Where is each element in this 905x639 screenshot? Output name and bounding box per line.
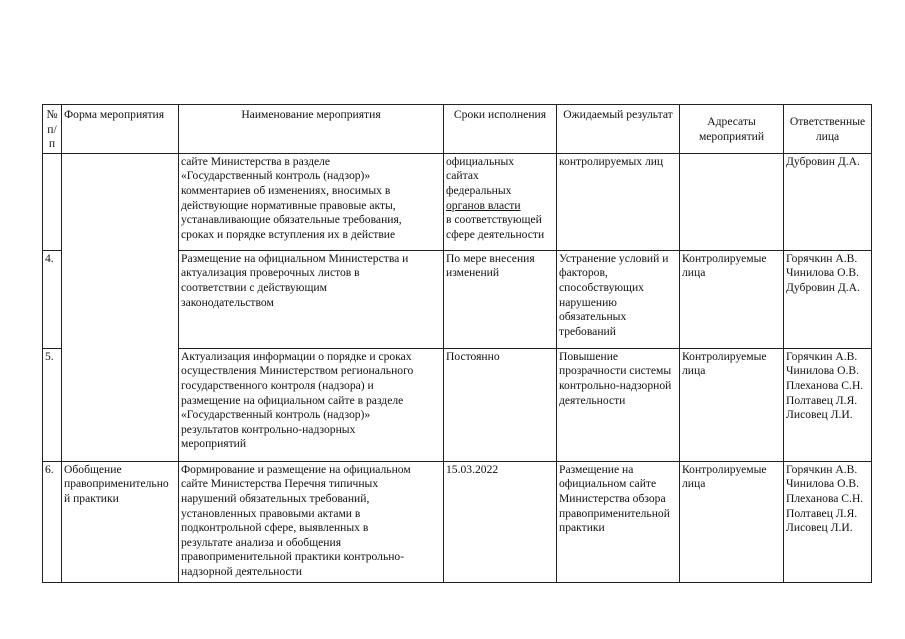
activities-table — [42, 104, 872, 583]
table-row — [43, 153, 872, 250]
cell-line: федеральных — [446, 183, 512, 197]
cell-num: 6. — [43, 461, 62, 582]
cell-result — [557, 250, 680, 348]
cell-line: Полтавец Л.Я. — [786, 393, 858, 407]
cell-line: Контролируемые — [682, 462, 767, 476]
cell-line: сайте Министерства в разделе — [181, 154, 331, 168]
cell-line: законодательством — [181, 295, 274, 309]
cell-line: Министерства обзора — [559, 491, 666, 505]
cell-line: «Государственный контроль (надзор)» — [181, 408, 371, 422]
cell-responsible — [784, 348, 872, 461]
cell-line: Лисовец Л.И. — [786, 408, 853, 422]
cell-line: соответствии с действующим — [181, 280, 327, 294]
cell-line: сроках и порядке вступления их в действие — [181, 227, 396, 241]
cell-addressees — [680, 461, 784, 582]
cell-line: 15.03.2022 — [446, 462, 499, 476]
cell-line: «Государственный контроль (надзор)» — [181, 169, 371, 183]
cell-line: способствующих — [559, 280, 644, 294]
cell-num: 4. — [43, 250, 62, 348]
cell-line: результатов контрольно-надзорных — [181, 422, 356, 436]
cell-term — [444, 461, 557, 582]
header-num: № п/п — [43, 105, 62, 154]
cell-line: Плеханова С.Н. — [786, 378, 864, 392]
cell-line: изменений — [446, 266, 500, 280]
cell-result — [557, 348, 680, 461]
cell-line: Контролируемые — [682, 349, 767, 363]
cell-name — [179, 348, 444, 461]
cell-num — [43, 153, 62, 250]
cell-line: Обобщение — [64, 462, 122, 476]
cell-line: установленных правовыми актами в — [181, 506, 361, 520]
cell-line: Чинилова О.В. — [786, 364, 859, 378]
cell-line: Формирование и размещение на официальном — [181, 462, 411, 476]
header-result: Ожидаемый результат — [557, 105, 680, 154]
cell-line: Контролируемые — [682, 251, 767, 265]
cell-line: нарушению — [559, 295, 617, 309]
header-term: Сроки исполнения — [444, 105, 557, 154]
cell-line: официальных — [446, 154, 515, 168]
cell-line: сайтах — [446, 169, 479, 183]
cell-addressees — [680, 348, 784, 461]
cell-line: сфере деятельности — [446, 227, 545, 241]
cell-line: контролируемых лиц — [559, 154, 664, 168]
cell-line: Актуализация информации о порядке и сроках — [181, 349, 412, 363]
cell-line: Горячкин А.В. — [786, 462, 858, 476]
header-addressees: Адресаты мероприятий — [680, 105, 784, 154]
cell-term — [444, 348, 557, 461]
cell-name — [179, 153, 444, 250]
cell-line: Устранение условий и — [559, 251, 669, 265]
cell-line: Чинилова О.В. — [786, 477, 859, 491]
cell-line: лица — [682, 266, 706, 280]
cell-responsible — [784, 250, 872, 348]
cell-responsible — [784, 153, 872, 250]
cell-line: в соответствующей — [446, 213, 542, 227]
header-responsible: Ответственные лица — [784, 105, 872, 154]
cell-line: сайте Министерства Перечня типичных — [181, 477, 379, 491]
cell-line: Повышение — [559, 349, 619, 363]
cell-line: требований — [559, 324, 616, 338]
cell-result — [557, 153, 680, 250]
cell-line: Горячкин А.В. — [786, 349, 858, 363]
table-row — [43, 461, 872, 582]
cell-line: практики — [559, 521, 605, 535]
cell-line: государственного контроля (надзора) и — [181, 378, 374, 392]
cell-name — [179, 250, 444, 348]
cell-line: Горячкин А.В. — [786, 251, 858, 265]
cell-line: официальном сайте — [559, 477, 657, 491]
cell-line: нарушений обязательных требований, — [181, 491, 370, 505]
cell-line: Постоянно — [446, 349, 500, 363]
cell-line: органов власти — [446, 198, 521, 212]
cell-line: Размещение на официальном Министерства и — [181, 251, 409, 265]
cell-result — [557, 461, 680, 582]
cell-line: обязательных — [559, 310, 627, 324]
cell-responsible — [784, 461, 872, 582]
table-header-row — [43, 105, 872, 154]
cell-line: Полтавец Л.Я. — [786, 506, 858, 520]
cell-line: лица — [682, 364, 706, 378]
cell-term — [444, 153, 557, 250]
cell-line: подконтрольной сфере, выявленных в — [181, 521, 369, 535]
header-form: Форма мероприятия — [62, 105, 179, 154]
cell-line: правоприменительной — [559, 506, 670, 520]
cell-term — [444, 250, 557, 348]
cell-line: По мере внесения — [446, 251, 535, 265]
cell-line: Плеханова С.Н. — [786, 491, 864, 505]
cell-form-empty — [62, 153, 179, 461]
cell-name — [179, 461, 444, 582]
cell-line: актуализация проверочных листов в — [181, 266, 360, 280]
cell-line: результате анализа и обобщения — [181, 535, 342, 549]
cell-line: правоприменительно — [64, 477, 169, 491]
cell-line: Лисовец Л.И. — [786, 521, 853, 535]
cell-line: мероприятий — [181, 437, 247, 451]
cell-line: размещение на официальном сайте в разделе — [181, 393, 404, 407]
cell-line: факторов, — [559, 266, 608, 280]
cell-line: осуществления Министерством регионального — [181, 364, 414, 378]
cell-line: Размещение на — [559, 462, 634, 476]
cell-addressees — [680, 153, 784, 250]
cell-line: прозрачности системы — [559, 364, 672, 378]
cell-num: 5. — [43, 348, 62, 461]
cell-line: Дубровин Д.А. — [786, 154, 860, 168]
cell-line: надзорной деятельности — [181, 564, 302, 578]
cell-line: правоприменительной практики контрольно- — [181, 550, 405, 564]
cell-line: комментариев об изменениях, вносимых в — [181, 183, 391, 197]
cell-line: Дубровин Д.А. — [786, 280, 860, 294]
cell-line: действующие нормативные правовые акты, — [181, 198, 396, 212]
header-name: Наименование мероприятия — [179, 105, 444, 154]
cell-line: Чинилова О.В. — [786, 266, 859, 280]
cell-line: контрольно-надзорной — [559, 378, 672, 392]
cell-addressees — [680, 250, 784, 348]
cell-form — [62, 461, 179, 582]
cell-line: й практики — [64, 491, 119, 505]
cell-line: лица — [682, 477, 706, 491]
cell-line: устанавливающие обязательные требования, — [181, 213, 402, 227]
cell-line: деятельности — [559, 393, 626, 407]
